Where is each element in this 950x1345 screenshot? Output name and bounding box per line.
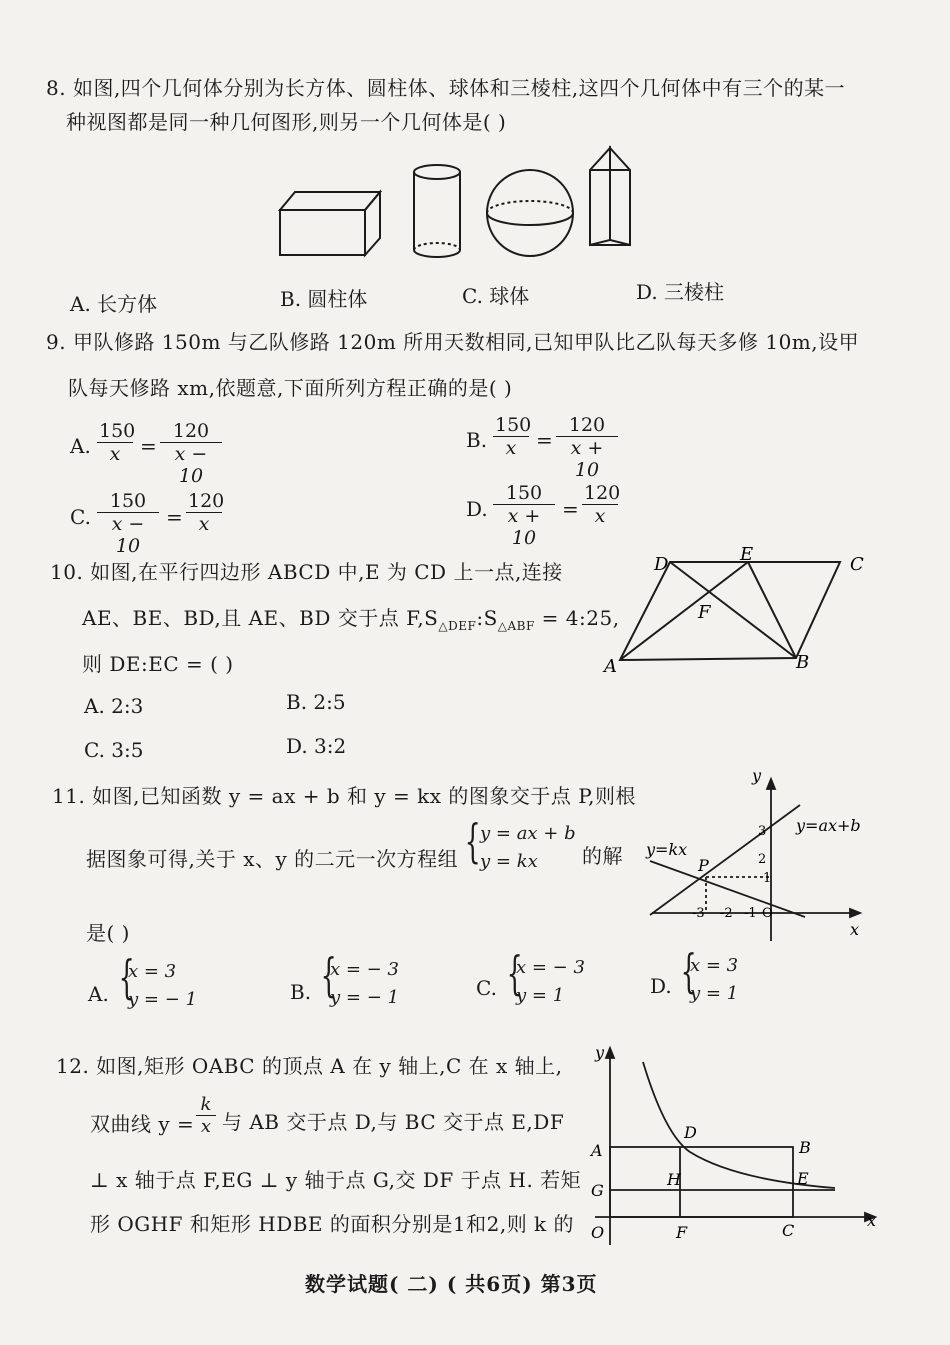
y-axis-label: y bbox=[752, 766, 762, 785]
q8-option-b[interactable]: B. 圆柱体 bbox=[280, 287, 368, 311]
q10-line2: AE、BE、BD,且 AE、BD 交于点 $F,S_{\triangle DEF}:S_{\triangle ABF}$ = 4:25, bbox=[82, 606, 620, 633]
q12-label-C: C bbox=[782, 1221, 795, 1240]
q11-line2a: 据图象可得,关于 x、y 的二元一次方程组 bbox=[86, 847, 459, 871]
q12-y-axis-label: y bbox=[595, 1043, 605, 1062]
q11-system: y = ax + b y = kx bbox=[480, 823, 576, 872]
q9-line1: 9. 甲队修路 150m 与乙队修路 120m 所用天数相同,已知甲队比乙队每天多修 10m,设甲 bbox=[46, 330, 860, 354]
q11-line1: 11. 如图,已知函数 y = ax + b 和 y = kx 的图象交于点 P,则根 bbox=[52, 784, 636, 808]
label-D: D bbox=[654, 554, 669, 575]
q10-option-d[interactable]: D. 3:2 bbox=[286, 734, 347, 758]
tick-m2: -2 bbox=[720, 906, 733, 921]
q10-option-c[interactable]: C. 3:5 bbox=[84, 738, 144, 762]
q9-a-frac-left: $\frac{150}{x}$ bbox=[99, 420, 136, 465]
q11-system-brace: { bbox=[464, 814, 481, 868]
q12-line2a: 双曲线 y = bbox=[90, 1112, 195, 1136]
q12-label-D: D bbox=[684, 1123, 697, 1142]
q12-line3: ⊥ x 轴于点 F,EG ⊥ y 轴于点 G,交 DF 于点 H. 若矩 bbox=[90, 1168, 582, 1192]
cylinder-shape bbox=[414, 165, 460, 257]
q9-c-frac-left: $\frac{150}{x - 10}$ bbox=[97, 490, 159, 557]
line2-label: y=kx bbox=[646, 840, 688, 859]
exam-page: 8. 如图,四个几何体分别为长方体、圆柱体、球体和三棱柱,这四个几何体中有三个的某一 种视图都是同一种几何图形,则另一个几何体是( ) A. 长方体 B. 圆柱体 C. 球体 D. 三棱柱 9. 甲队修路 150m 与乙队修路 120m 所用天数相同,已知甲队比乙队每天多修 10m,设甲 队每天修路 xm,依题意,下面所列方程正确的是( ) A. $\frac{150}{x}$ = $\frac{120}{x - 10}$ B. $\frac{150}{x}$ = $\frac{120}{x + 10}$ C. $\frac{150}{x - 10}$ = $\frac{120}{x}$ D. $\frac{150}{x + 10}$ = $\frac{120}{x}$ 10. 如图,在平行四边形 ABCD 中,E 为 CD 上一点,连接 AE、BE、BD,且 AE、BD 交于点 $F,S_{\triangle DEF}:S_{\triangle ABF}$ = 4:25, 则 DE:EC = ( ) D E C A B F A. 2:3 B. 2:5 C. 3:5 D. 3:2 11. 如图,已知函数 y = ax + b 和 y = kx 的图象交于点 P,则根 据图象可得,关于 x、y 的二元一次方程组 { y = ax + b y = kx 的解 是( ) y x y=ax+b y=kx P 3 2 1 -3 -2 -1 O A. { x = 3 y = − 1 B. { x = − 3 y = − 1 C. { x = − 3 y = 1 D. { x = 3 y = 1 12. 如图,矩形 OABC 的顶点 A 在 y 轴上,C 在 x 轴上, 双曲线 y = $\frac{k}{x}$ 与 AB 交于点 D,与 BC 交于点 E,DF ⊥ x 轴于点 F,EG ⊥ y 轴于点 G,交 DF 于点 H. 若矩 形 OGHF 和矩形 HDBE 的面积分别是1和2,则 k 的 y x A B D G H E O F C 数学试题( 二) ( 共6页) 第3页 bbox=[0, 0, 950, 1345]
q9-b-frac-left: $\frac{150}{x}$ bbox=[495, 414, 532, 459]
label-B: B bbox=[796, 652, 810, 673]
x-axis-label: x bbox=[850, 920, 860, 939]
q8-option-c[interactable]: C. 球体 bbox=[462, 284, 530, 308]
tick-1: 1 bbox=[763, 871, 772, 886]
q8-option-a[interactable]: A. 长方体 bbox=[70, 292, 158, 316]
q8-option-d[interactable]: D. 三棱柱 bbox=[636, 280, 725, 304]
page-footer: 数学试题( 二) ( 共6页) 第3页 bbox=[305, 1272, 598, 1296]
q8-line1: 8. 如图,四个几何体分别为长方体、圆柱体、球体和三棱柱,这四个几何体中有三个的某一 bbox=[46, 76, 846, 100]
q11-line3: 是( ) bbox=[86, 921, 130, 945]
q9-b-frac-right: $\frac{120}{x + 10}$ bbox=[556, 414, 618, 481]
q12-label-E: E bbox=[797, 1169, 809, 1188]
q11-graph-figure bbox=[640, 765, 880, 945]
q12-k-over-x: $\frac{k}{x}$ bbox=[196, 1094, 216, 1137]
q12-label-O: O bbox=[591, 1223, 605, 1242]
label-F: F bbox=[698, 602, 711, 623]
q10-option-b[interactable]: B. 2:5 bbox=[286, 690, 346, 714]
tick-m1: -1 bbox=[744, 906, 757, 921]
origin-label: O bbox=[762, 906, 773, 921]
q8-line2: 种视图都是同一种几何图形,则另一个几何体是( ) bbox=[66, 110, 507, 134]
q9-a-frac-right: $\frac{120}{x - 10}$ bbox=[160, 420, 222, 487]
q10-option-a[interactable]: A. 2:3 bbox=[84, 694, 144, 718]
q9-d-frac-left: $\frac{150}{x + 10}$ bbox=[493, 482, 555, 549]
q12-hyperbola-figure bbox=[585, 1040, 895, 1250]
q12-line4: 形 OGHF 和矩形 HDBE 的面积分别是1和2,则 k 的 bbox=[90, 1212, 575, 1236]
q9-d-frac-right: $\frac{120}{x}$ bbox=[584, 482, 621, 527]
point-P-label: P bbox=[698, 856, 709, 875]
tick-m3: -3 bbox=[692, 906, 705, 921]
line1-label: y=ax+b bbox=[796, 816, 861, 835]
q10-line3: 则 DE:EC = ( ) bbox=[82, 652, 234, 676]
tick-2: 2 bbox=[758, 852, 767, 867]
q10-line1: 10. 如图,在平行四边形 ABCD 中,E 为 CD 上一点,连接 bbox=[50, 560, 563, 584]
q12-x-axis-label: x bbox=[867, 1211, 877, 1230]
q12-label-F: F bbox=[676, 1223, 688, 1242]
q9-c-frac-right: $\frac{120}{x}$ bbox=[188, 490, 225, 535]
q8-solids-figure bbox=[270, 140, 650, 270]
q12-line1: 12. 如图,矩形 OABC 的顶点 A 在 y 轴上,C 在 x 轴上, bbox=[56, 1054, 563, 1078]
q10-parallelogram-figure bbox=[598, 540, 878, 680]
q12-label-B: B bbox=[799, 1138, 811, 1157]
triangular-prism-shape bbox=[590, 148, 630, 245]
tick-3: 3 bbox=[758, 824, 767, 839]
q12-line2b: 与 AB 交于点 D,与 BC 交于点 E,DF bbox=[222, 1110, 565, 1134]
label-E: E bbox=[740, 544, 754, 565]
q11-line2b: 的解 bbox=[582, 844, 623, 868]
q12-label-A: A bbox=[591, 1141, 603, 1160]
q12-label-G: G bbox=[591, 1181, 604, 1200]
sphere-shape bbox=[487, 170, 573, 256]
label-A: A bbox=[604, 656, 617, 677]
cuboid-shape bbox=[280, 192, 380, 255]
q12-label-H: H bbox=[667, 1170, 681, 1189]
label-C: C bbox=[850, 554, 864, 575]
q9-line2: 队每天修路 xm,依题意,下面所列方程正确的是( ) bbox=[68, 376, 513, 400]
